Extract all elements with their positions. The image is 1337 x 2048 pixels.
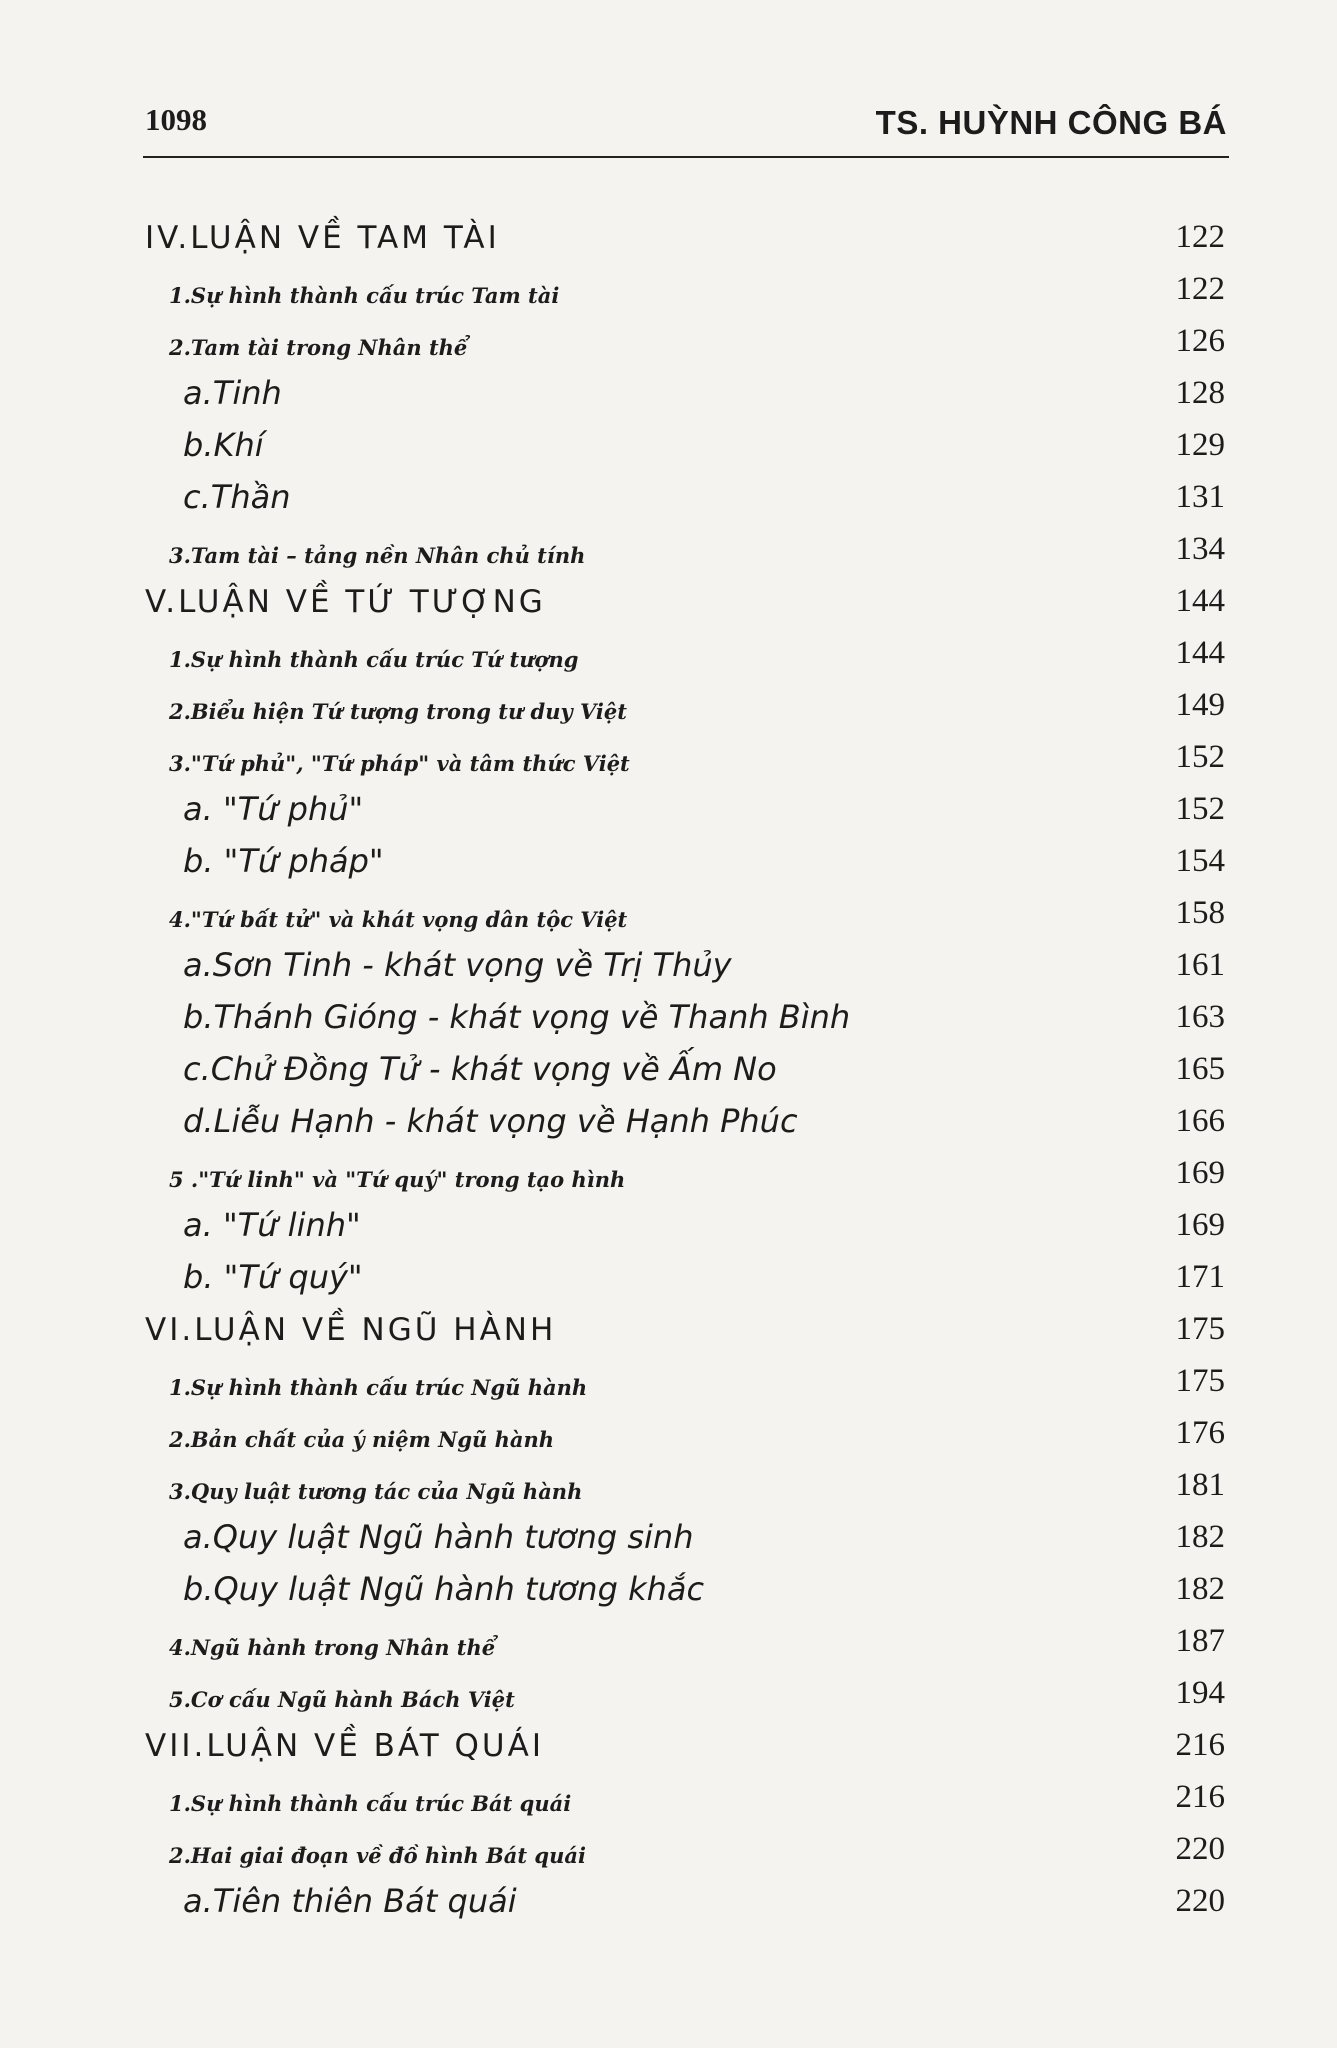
toc-entry-page: 163 <box>1175 999 1225 1035</box>
page-header <box>145 98 1227 158</box>
toc-entry-sub <box>145 1666 1225 1718</box>
toc-entry-page: 182 <box>1175 1571 1225 1607</box>
toc-entry-title: 3.Quy luật tương tác của Ngũ hành <box>169 1479 583 1504</box>
toc-entry-item <box>145 782 1225 834</box>
toc-entry-item <box>145 418 1225 470</box>
toc-entry-item <box>145 834 1225 886</box>
toc-entry-item <box>145 990 1225 1042</box>
toc-entry-title: c.Chử Đồng Tử - khát vọng về Ấm No <box>183 1050 777 1088</box>
toc-entry-title: VI.LUẬN VỀ NGŨ HÀNH <box>145 1312 557 1348</box>
toc-entry-item <box>145 938 1225 990</box>
toc-entry-page: 175 <box>1175 1363 1225 1399</box>
toc-entry-title: 5 ."Tứ linh" và "Tứ quý" trong tạo hình <box>169 1167 626 1192</box>
toc-entry-page: 122 <box>1175 219 1225 255</box>
toc-entry-page: 175 <box>1175 1311 1225 1347</box>
toc-entry-sub <box>145 522 1225 574</box>
toc-entry-sub <box>145 678 1225 730</box>
toc-entry-page: 128 <box>1175 375 1225 411</box>
toc-entry-title: a.Sơn Tinh - khát vọng về Trị Thủy <box>183 946 732 984</box>
toc-entry-page: 144 <box>1175 635 1225 671</box>
toc-entry-page: 176 <box>1175 1415 1225 1451</box>
toc-entry-item <box>145 1094 1225 1146</box>
toc-entry-title: a.Tiên thiên Bát quái <box>183 1882 517 1920</box>
page-number: 1098 <box>145 102 207 137</box>
toc-entry-title: 4.Ngũ hành trong Nhân thể <box>169 1635 496 1660</box>
toc-entry-title: V.LUẬN VỀ TỨ TƯỢNG <box>145 584 546 620</box>
toc-entry-title: 1.Sự hình thành cấu trúc Tứ tượng <box>169 647 579 672</box>
toc-entry-title: 3."Tứ phủ", "Tứ pháp" và tâm thức Việt <box>169 751 630 776</box>
toc-entry-page: 220 <box>1175 1831 1225 1867</box>
toc-entry-sub <box>145 1406 1225 1458</box>
toc-entry-page: 165 <box>1175 1051 1225 1087</box>
toc-entry-title: IV.LUẬN VỀ TAM TÀI <box>145 220 500 256</box>
toc-entry-sub <box>145 730 1225 782</box>
toc-entry-item <box>145 1250 1225 1302</box>
toc-entry-title: b.Quy luật Ngũ hành tương khắc <box>183 1570 705 1608</box>
toc-entry-page: 126 <box>1175 323 1225 359</box>
toc-entry-page: 171 <box>1175 1259 1225 1295</box>
toc-entry-page: 144 <box>1175 583 1225 619</box>
toc-entry-page: 134 <box>1175 531 1225 567</box>
toc-entry-page: 187 <box>1175 1623 1225 1659</box>
toc-entry-title: d.Liễu Hạnh - khát vọng về Hạnh Phúc <box>183 1102 798 1140</box>
toc-entry-title: b. "Tứ pháp" <box>183 842 384 880</box>
toc-entry-page: 161 <box>1175 947 1225 983</box>
toc-entry-title: b.Khí <box>183 426 264 464</box>
toc-entry-item <box>145 470 1225 522</box>
toc-entry-sub <box>145 1614 1225 1666</box>
toc-entry-title: 3.Tam tài – tảng nền Nhân chủ tính <box>169 543 586 568</box>
toc-entry-page: 122 <box>1175 271 1225 307</box>
toc-entry-title: a. "Tứ phủ" <box>183 790 364 828</box>
toc-entry-page: 194 <box>1175 1675 1225 1711</box>
toc-entry-title: 4."Tứ bất tử" và khát vọng dân tộc Việt <box>169 907 628 932</box>
toc-entry-page: 216 <box>1175 1727 1225 1763</box>
toc-entry-page: 152 <box>1175 739 1225 775</box>
toc-entry-section <box>145 1718 1225 1770</box>
toc-entry-item <box>145 1042 1225 1094</box>
toc-entry-sub <box>145 1354 1225 1406</box>
toc-entry-title: 2.Biểu hiện Tứ tượng trong tư duy Việt <box>169 699 627 724</box>
toc-entry-page: 181 <box>1175 1467 1225 1503</box>
toc-entry-page: 166 <box>1175 1103 1225 1139</box>
toc-entry-page: 216 <box>1175 1779 1225 1815</box>
toc-entry-page: 129 <box>1175 427 1225 463</box>
toc-entry-item <box>145 1562 1225 1614</box>
toc-entry-title: a.Quy luật Ngũ hành tương sinh <box>183 1518 694 1556</box>
toc-entry-item <box>145 366 1225 418</box>
toc-entry-sub <box>145 1458 1225 1510</box>
toc-entry-title: a. "Tứ linh" <box>183 1206 361 1244</box>
toc-entry-title: 1.Sự hình thành cấu trúc Bát quái <box>169 1791 572 1816</box>
toc-entry-sub <box>145 1822 1225 1874</box>
toc-entry-title: VII.LUẬN VỀ BÁT QUÁI <box>145 1728 544 1764</box>
toc-entry-sub <box>145 886 1225 938</box>
toc-entry-page: 152 <box>1175 791 1225 827</box>
toc-entry-title: 2.Tam tài trong Nhân thể <box>169 335 468 360</box>
toc-entry-page: 169 <box>1175 1207 1225 1243</box>
toc-entry-sub <box>145 1146 1225 1198</box>
header-rule <box>143 156 1229 158</box>
toc-entry-item <box>145 1510 1225 1562</box>
table-of-contents <box>145 210 1225 1926</box>
toc-entry-title: 2.Hai giai đoạn về đồ hình Bát quái <box>169 1843 586 1868</box>
toc-entry-section <box>145 574 1225 626</box>
toc-entry-title: b.Thánh Gióng - khát vọng về Thanh Bình <box>183 998 851 1036</box>
toc-entry-title: a.Tinh <box>183 374 282 412</box>
running-head-author: TS. HUỲNH CÔNG BÁ <box>875 104 1227 141</box>
toc-entry-page: 158 <box>1175 895 1225 931</box>
toc-entry-title: c.Thần <box>183 478 291 516</box>
toc-entry-title: 2.Bản chất của ý niệm Ngũ hành <box>169 1427 555 1452</box>
toc-entry-title: 1.Sự hình thành cấu trúc Tam tài <box>169 283 560 308</box>
toc-entry-sub <box>145 1770 1225 1822</box>
toc-entry-sub <box>145 262 1225 314</box>
toc-entry-page: 220 <box>1175 1883 1225 1919</box>
toc-entry-section <box>145 1302 1225 1354</box>
toc-entry-page: 182 <box>1175 1519 1225 1555</box>
toc-entry-title: 1.Sự hình thành cấu trúc Ngũ hành <box>169 1375 588 1400</box>
toc-entry-sub <box>145 626 1225 678</box>
toc-entry-item <box>145 1198 1225 1250</box>
toc-entry-sub <box>145 314 1225 366</box>
toc-entry-page: 154 <box>1175 843 1225 879</box>
toc-entry-page: 131 <box>1175 479 1225 515</box>
toc-entry-section <box>145 210 1225 262</box>
toc-entry-page: 149 <box>1175 687 1225 723</box>
toc-entry-title: b. "Tứ quý" <box>183 1258 363 1296</box>
toc-entry-page: 169 <box>1175 1155 1225 1191</box>
toc-entry-title: 5.Cơ cấu Ngũ hành Bách Việt <box>169 1687 515 1712</box>
toc-entry-item <box>145 1874 1225 1926</box>
